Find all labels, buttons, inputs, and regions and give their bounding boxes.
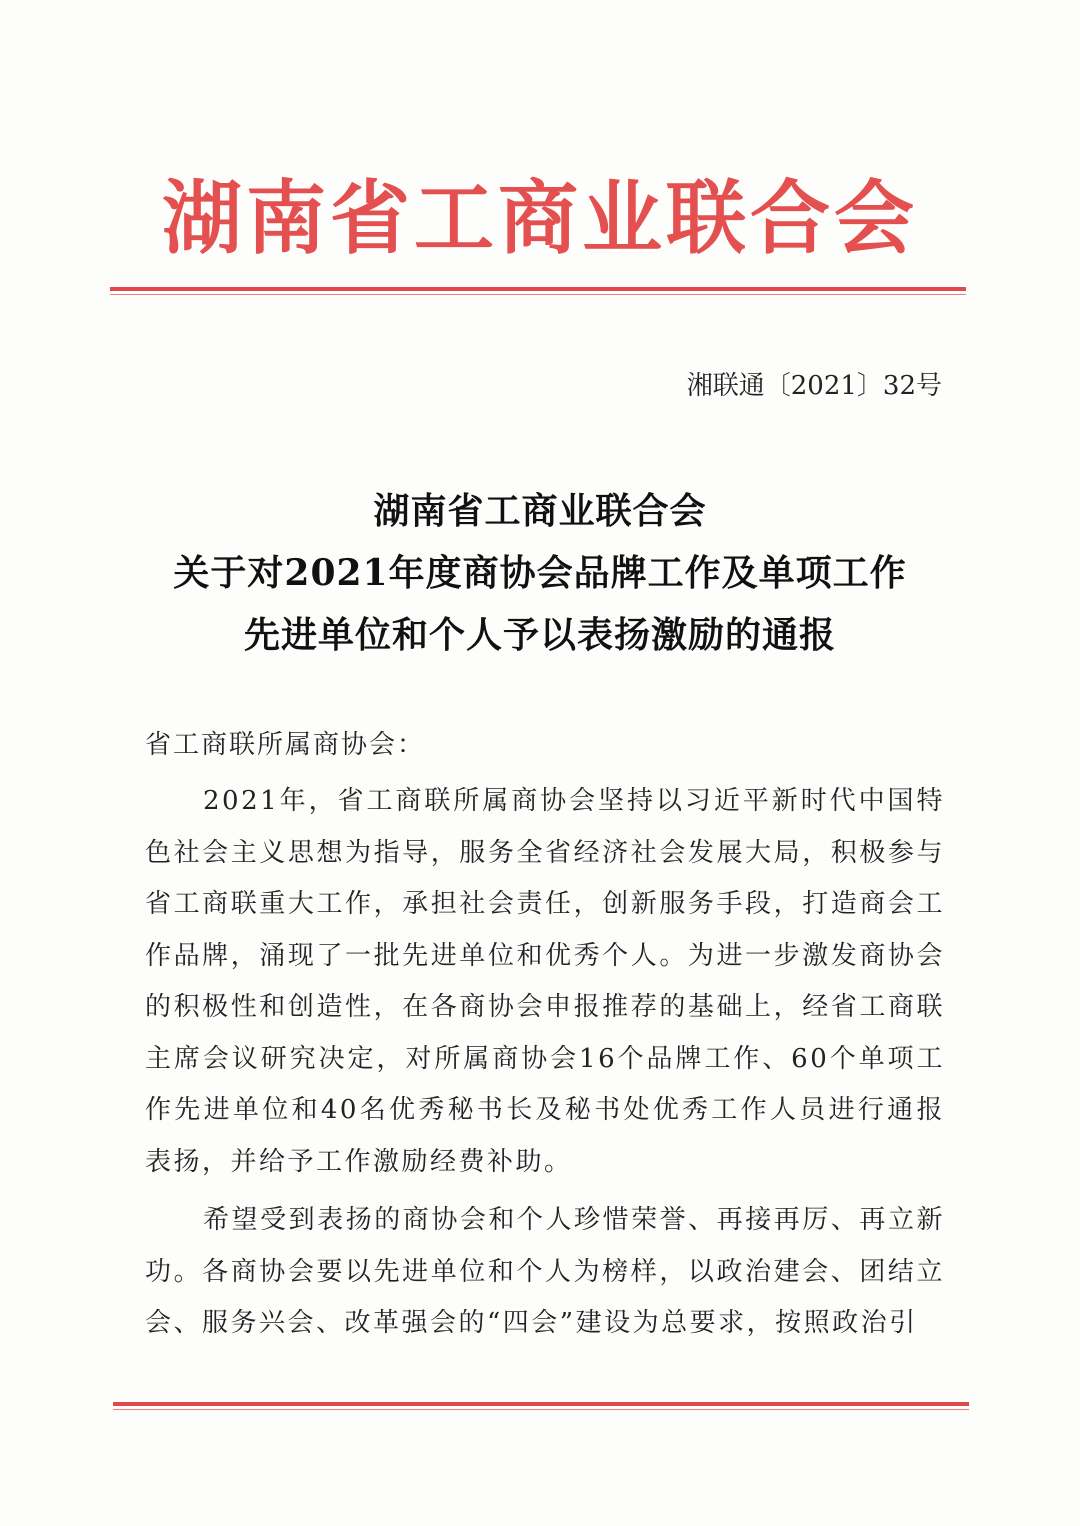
footer-red-rule [113,1402,969,1406]
footer-red-rule-thin [113,1409,969,1410]
addressee: 省工商联所属商协会： [145,730,426,760]
body-paragraph: 希望受到表扬的商协会和个人珍惜荣誉、再接再厉、再立新功。各商协会要以先进单位和个人为榜样，以政治建会、团结立会、服务兴会、改革强会的“四会”建设为总要求，按照政治引 [145,1205,945,1338]
title-line: 湖南省工商业联合会 [373,490,707,532]
document-number: 湘联通〔2021〕32号 [686,371,942,401]
masthead-red-rule [110,287,966,291]
title-line: 关于对2021年度商协会品牌工作及单项工作 [173,552,907,594]
title-line: 先进单位和个人予以表扬激励的通报 [243,614,836,656]
masthead-red-rule-thin [110,294,966,295]
document-title [110,480,970,666]
body-paragraph: 2021年，省工商联所属商协会坚持以习近平新时代中国特色社会主义思想为指导，服务全省经济社会发展大局，积极参与省工商联重大工作，承担社会责任，创新服务手段，打造商会工作品牌，涌现了一批先进单位和优秀个人。为进一步激发商协会的积极性和创造性，在各商协会申报推荐的基础上，经省工商联主席会议研究决定，对所属商协会16个品牌工作、60个单项工作先进单位和40名优秀秘书长及秘书处优秀工作人员进行通报表扬，并给予工作激励经费补助。 [145,786,945,1177]
masthead-title: 湖南省工商业联合会 [162,171,918,265]
